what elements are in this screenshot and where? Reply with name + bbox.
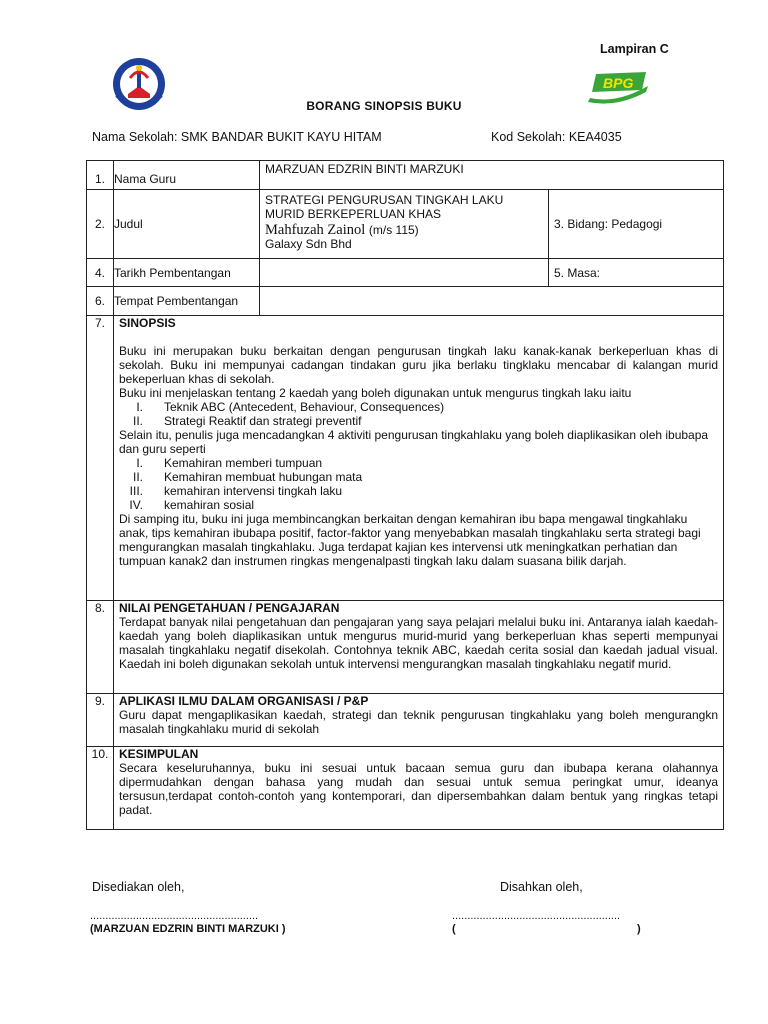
- synopsis-paragraph: Buku ini menjelaskan tentang 2 kaedah yang boleh digunakan untuk mengurus tingkah laku iaitu: [119, 386, 632, 400]
- application-section: [114, 694, 724, 747]
- school-code: Kod Sekolah: KEA4035: [491, 130, 622, 144]
- table-row: [87, 747, 724, 830]
- approved-by-name-close: ): [637, 923, 641, 935]
- synopsis-paragraph: Di samping itu, buku ini juga membincangkan berkaitan dengan kemahiran ibu bapa mengawal tingkahlaku anak, tips kemahiran ibubapa positif, factor-faktor yang menyebabkan masalah tingkahlaku serta strategi bagi mengurangkan masalah tingkahlaku. Juga terdapat kajian kes intervensi utk meningkatkan perhatian dan tumpuan kanak2 dan instrumen ringkas mengenalpasti tingkah laku dalam suasana bilik darjah.: [119, 512, 701, 568]
- synopsis-form-table: [86, 160, 724, 830]
- book-title-line2: MURID BERKEPERLUAN KHAS: [265, 207, 442, 221]
- list-item: III. kemahiran intervensi tingkah laku: [129, 484, 343, 498]
- synopsis-paragraph: Buku ini merupakan buku berkaitan dengan pengurusan tingkah laku kanak-kanak berkeperluan khas di sekolah. Buku ini mempunyai cadangan tindakan guru jika berlaku tingklaku mencabar di kalangan murid bekeperluan khas di sekolah.: [119, 344, 719, 386]
- row-number: 7.: [87, 316, 114, 601]
- row-number: 4.: [87, 259, 114, 287]
- school-name: Nama Sekolah: SMK BANDAR BUKIT KAYU HITAM: [92, 130, 382, 144]
- row-label: Tarikh Pembentangan: [114, 259, 260, 287]
- section-text: Guru dapat mengaplikasikan kaedah, strategi dan teknik pengurusan tingkahlaku yang boleh mengurangkn masalah tingkahlaku murid di sekolah: [119, 708, 719, 736]
- presentation-date-value: [260, 259, 549, 287]
- row-number: 6.: [87, 287, 114, 316]
- book-title-line1: STRATEGI PENGURUSAN TINGKAH LAKU: [265, 193, 504, 207]
- book-title-value: [260, 190, 549, 259]
- section-heading: APLIKASI ILMU DALAM ORGANISASI / P&P: [119, 694, 369, 708]
- book-author: Mahfuzah Zainol: [265, 222, 366, 238]
- field-masa: 5. Masa:: [549, 259, 724, 287]
- list-item: IV. kemahiran sosial: [129, 498, 255, 512]
- section-heading: SINOPSIS: [119, 316, 176, 330]
- section-heading: NILAI PENGETAHUAN / PENGAJARAN: [119, 601, 340, 615]
- row-number: 9.: [87, 694, 114, 747]
- book-pages: (m/s 115): [368, 223, 419, 237]
- list-item: I. Teknik ABC (Antecedent, Behaviour, Consequences): [136, 400, 445, 414]
- prepared-by-label: Disediakan oleh,: [92, 880, 185, 894]
- approved-signature-line: .......................................................: [452, 910, 621, 922]
- row-label: Nama Guru: [114, 161, 260, 190]
- synopsis-section: [114, 316, 724, 601]
- section-text: Terdapat banyak nilai pengetahuan dan pengajaran yang saya pelajari melalui buku ini. Antaranya ialah kaedah-kaedah yang boleh diaplikasikan untuk mengurus murid-murid yang berkeperluan khas seperti mempunyai masalah tingkahlaku negatif disekolah. Contohnya teknik ABC, kaedah cerita sosial dan kaedah jadual visual. Kaedah ini boleh digunakan sekolah untuk intervensi mengurangkan masalah tingkahlaku negatif murid.: [119, 615, 719, 671]
- row-number: 1.: [87, 161, 114, 190]
- section-heading: KESIMPULAN: [119, 747, 199, 761]
- row-number: 10.: [87, 747, 114, 830]
- row-label: Judul: [114, 190, 260, 259]
- section-text: Secara keseluruhannya, buku ini sesuai untuk bacaan semua guru dan ibubapa kerana olahannya dipermudahkan dengan bahasa yang mudah dan sesuai untuk semua peringkat umur, ideanya tersusun,terdapat contoh-contoh yang kontemporari, dan dipersembahkan dalam bentuk yang ringkas tetapi padat.: [119, 761, 719, 817]
- table-row: [87, 316, 724, 601]
- row-number: 2.: [87, 190, 114, 259]
- table-row: [87, 287, 724, 316]
- synopsis-paragraph: Selain itu, penulis juga mencadangkan 4 aktiviti pengurusan tingkahlaku yang boleh diaplikasikan oleh ibubapa dan guru seperti: [119, 428, 709, 456]
- row-number: 8.: [87, 601, 114, 694]
- conclusion-section: [114, 747, 724, 830]
- teacher-name-value: MARZUAN EDZRIN BINTI MARZUKI: [260, 161, 724, 190]
- table-row: [87, 601, 724, 694]
- list-item: I. Kemahiran memberi tumpuan: [136, 456, 323, 470]
- approved-by-label: Disahkan oleh,: [500, 880, 583, 894]
- presentation-place-value: [260, 287, 724, 316]
- field-bidang: 3. Bidang: Pedagogi: [549, 190, 724, 259]
- table-row: [87, 259, 724, 287]
- list-item: II. Strategi Reaktif dan strategi preventif: [132, 414, 362, 428]
- table-row: [87, 694, 724, 747]
- table-row: [87, 161, 724, 190]
- table-row: [87, 190, 724, 259]
- bpg-logo-text: BPG: [603, 75, 634, 91]
- knowledge-section: [114, 601, 724, 694]
- list-item: II. Kemahiran membuat hubungan mata: [132, 470, 363, 484]
- form-title: BORANG SINOPSIS BUKU: [306, 99, 462, 113]
- lampiran-label: Lampiran C: [600, 42, 669, 56]
- prepared-by-name: (MARZUAN EDZRIN BINTI MARZUKI ): [90, 923, 286, 935]
- row-label: Tempat Pembentangan: [114, 287, 260, 316]
- prepared-signature-line: .......................................................: [90, 910, 259, 922]
- approved-by-name-open: (: [452, 923, 456, 935]
- book-publisher: Galaxy Sdn Bhd: [265, 237, 352, 251]
